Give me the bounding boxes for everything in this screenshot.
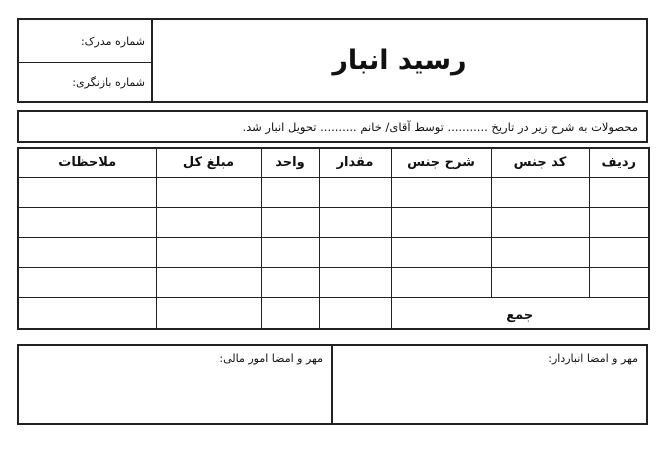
table-cell: [589, 207, 649, 237]
doc-number-label: شماره مدرک:: [80, 34, 145, 48]
table-cell: [319, 207, 391, 237]
total-label: جمع: [391, 297, 649, 329]
table-cell: [491, 177, 589, 207]
signature-finance-cell: [19, 346, 333, 423]
column-header-total-amount: مبلغ کل: [156, 148, 261, 177]
total-unit-cell: [261, 297, 319, 329]
table-cell: [156, 237, 261, 267]
total-remarks-cell: [18, 297, 156, 329]
table-row: [18, 237, 649, 267]
table-cell: [589, 267, 649, 297]
table-cell: [391, 207, 491, 237]
table-cell: [391, 237, 491, 267]
revision-number-label: شماره بازنگری:: [72, 75, 145, 89]
table-cell: [491, 207, 589, 237]
table-cell: [589, 177, 649, 207]
column-header-quantity: مقدار: [319, 148, 391, 177]
table-cell: [491, 237, 589, 267]
form-title: رسید انبار: [332, 45, 467, 76]
items-table: [17, 147, 650, 330]
table-cell: [261, 207, 319, 237]
table-cell: [18, 207, 156, 237]
table-cell: [18, 267, 156, 297]
form-header: [17, 18, 648, 103]
total-quantity-cell: [319, 297, 391, 329]
table-row: [18, 207, 649, 237]
table-cell: [391, 177, 491, 207]
signature-finance-label: مهر و امضا امور مالی:: [219, 352, 323, 365]
total-amount-cell: [156, 297, 261, 329]
title-box: [153, 18, 648, 103]
column-header-unit: واحد: [261, 148, 319, 177]
signature-warehouse-keeper-label: مهر و امضا انباردار:: [548, 352, 638, 365]
table-cell: [391, 267, 491, 297]
total-row: [18, 297, 649, 329]
description-box: [17, 110, 648, 143]
table-cell: [156, 177, 261, 207]
table-cell: [319, 267, 391, 297]
column-header-item-code: کد جنس: [491, 148, 589, 177]
column-header-item-description: شرح جنس: [391, 148, 491, 177]
table-cell: [261, 237, 319, 267]
column-header-remarks: ملاحظات: [18, 148, 156, 177]
description-text: محصولات به شرح زیر در تاریخ ........... توسط آقای/ خانم .......... تحویل انبار شد.: [242, 119, 638, 134]
revision-number-cell: [19, 62, 151, 101]
table-cell: [18, 177, 156, 207]
table-cell: [261, 267, 319, 297]
table-cell: [156, 267, 261, 297]
table-cell: [261, 177, 319, 207]
meta-numbers-box: [17, 18, 153, 103]
signatures-section: [17, 344, 648, 425]
table-header-row: [18, 148, 649, 177]
table-row: [18, 267, 649, 297]
table-cell: [491, 267, 589, 297]
table-row: [18, 177, 649, 207]
table-cell: [319, 237, 391, 267]
doc-number-cell: [19, 20, 151, 62]
signature-warehouse-keeper-cell: [333, 346, 646, 423]
column-header-row-number: ردیف: [589, 148, 649, 177]
table-cell: [18, 237, 156, 267]
table-cell: [589, 237, 649, 267]
table-cell: [319, 177, 391, 207]
table-cell: [156, 207, 261, 237]
